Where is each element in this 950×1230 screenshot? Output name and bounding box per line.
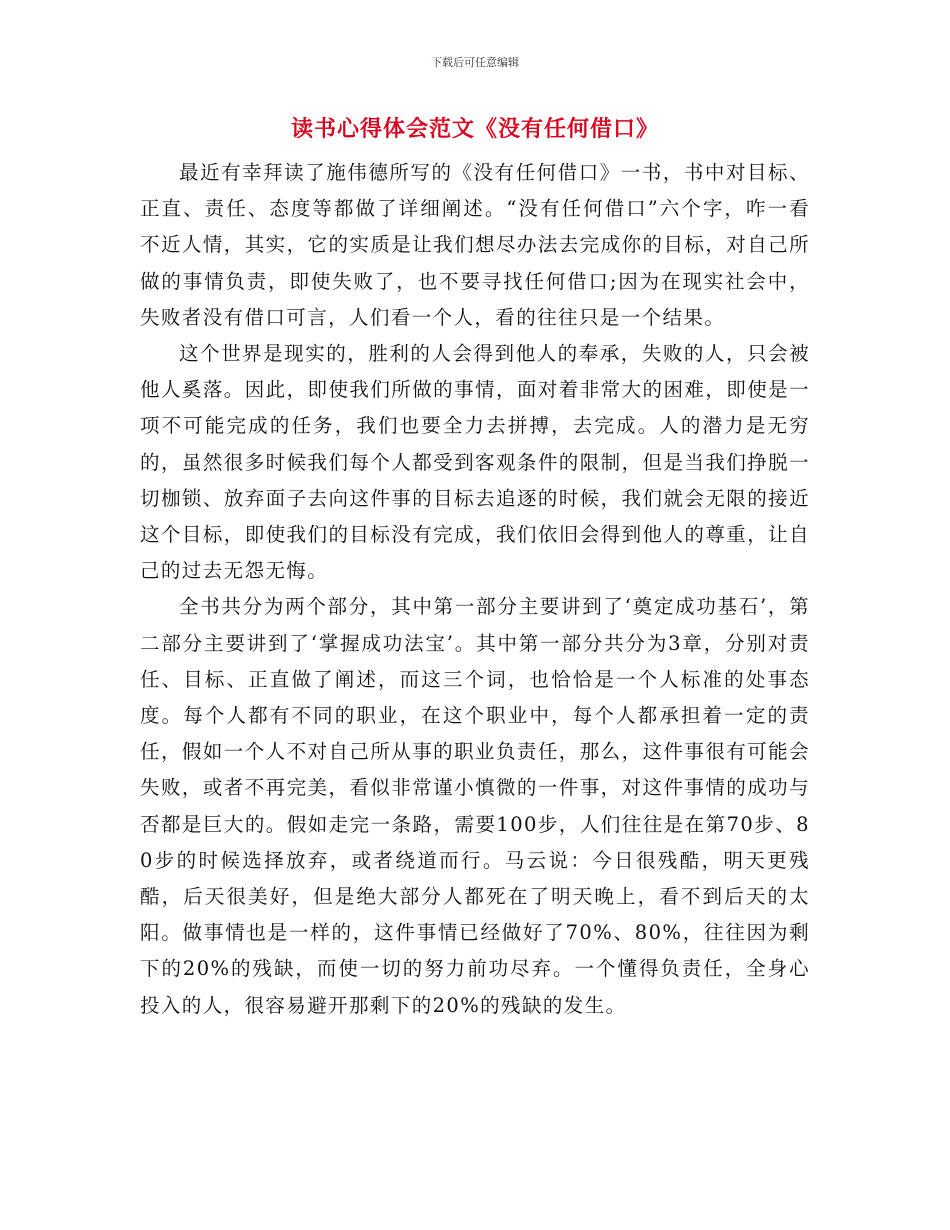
header-note: 下载后可任意编辑 <box>431 56 519 69</box>
paragraph-1: 最近有幸拜读了施伟德所写的《没有任何借口》一书，书中对目标、正直、责任、态度等都做了详细阐述。“没有任何借口”六个字，咋一看不近人情，其实，它的实质是让我们想尽办法去完成你的目标，对自己所做的事情负责，即使失败了，也不要寻找任何借口;因为在现实社会中，失败者没有借口可言，人们看一个人，看的往往只是一个结果。 <box>140 161 810 329</box>
document-title: 读书心得体会范文《没有任何借口》 <box>290 116 659 142</box>
paragraph-2: 这个世界是现实的，胜利的人会得到他人的奉承，失败的人，只会被他人奚落。因此，即使我们所做的事情，面对着非常大的困难，即使是一项不可能完成的任务，我们也要全力去拼搏，去完成。人的潜力是无穷的，虽然很多时候我们每个人都受到客观条件的限制，但是当我们挣脱一切枷锁、放弃面子去向这件事的目标去追逐的时候，我们就会无限的接近这个目标，即使我们的目标没有完成，我们依旧会得到他人的尊重，让自己的过去无怨无悔。 <box>140 342 810 583</box>
document-body <box>140 155 810 1024</box>
paragraph-3: 全书共分为两个部分，其中第一部分主要讲到了‘奠定成功基石’，第二部分主要讲到了‘掌握成功法宝’。其中第一部分共分为3章，分别对责任、目标、正直做了阐述，而这三个词，也恰恰是一个人标准的处事态度。每个人都有不同的职业，在这个职业中，每个人都承担着一定的责任，假如一个人不对自己所从事的职业负责任，那么，这件事很有可能会失败，或者不再完美，看似非常谨小慎微的一件事，对这件事情的成功与否都是巨大的。假如走完一条路，需要100步，人们往往是在第70步、80步的时候选择放弃，或者绕道而行。马云说：今日很残酷，明天更残酷，后天很美好，但是绝大部分人都死在了明天晚上，看不到后天的太阳。做事情也是一样的，这件事情已经做好了70%、80%，往往因为剩下的20%的残缺，而使一切的努力前功尽弃。一个懂得负责任，全身心投入的人，很容易避开那剩下的20%的残缺的发生。 <box>140 595 810 1017</box>
